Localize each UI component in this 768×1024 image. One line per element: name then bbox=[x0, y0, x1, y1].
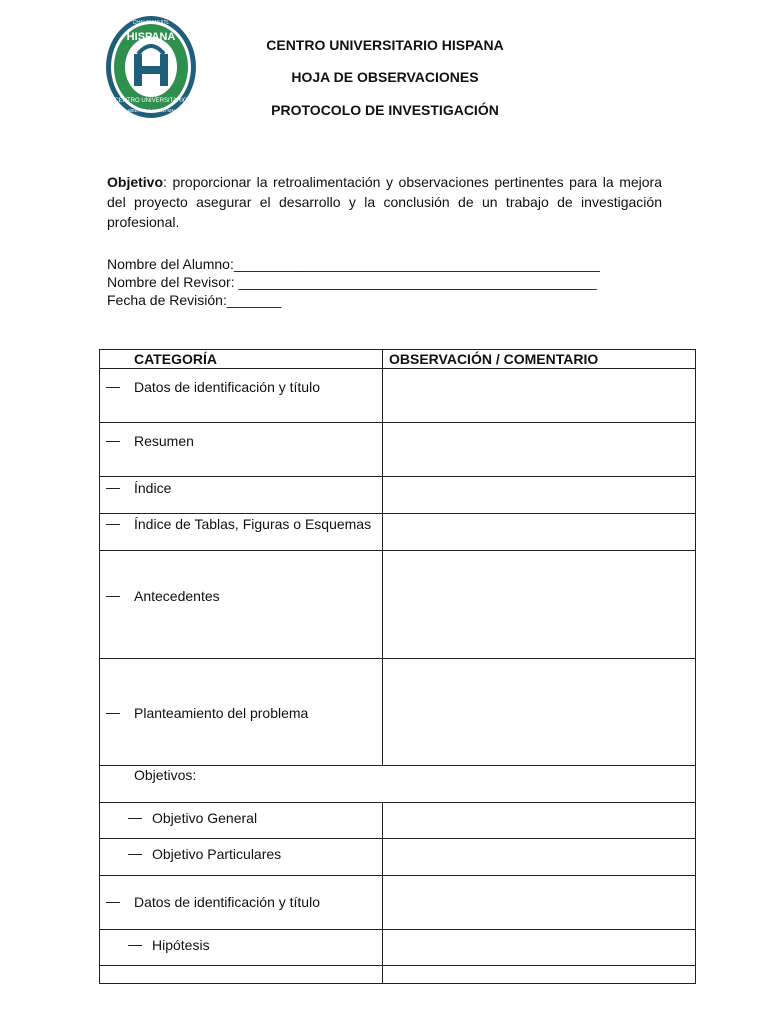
objective-text: : proporcionar la retroalimentación y observaciones pertinentes para la mejora del proyecto asegurar el desarrollo y la conclusión de un trabajo de investigación profesional. bbox=[107, 174, 662, 230]
logo-motto: ABIERTO CAMINO SIN bbox=[127, 108, 175, 113]
observation-cell[interactable] bbox=[383, 659, 696, 766]
category-cell: — Planteamiento del problema bbox=[100, 659, 383, 766]
category-cell bbox=[100, 966, 383, 984]
table-row bbox=[100, 803, 696, 839]
university-logo bbox=[104, 14, 198, 120]
objective-paragraph bbox=[107, 172, 662, 232]
table-row bbox=[100, 930, 696, 966]
category-cell: — Datos de identificación y título bbox=[100, 876, 383, 930]
table-row bbox=[100, 551, 696, 659]
category-cell: — Índice bbox=[100, 477, 383, 514]
observation-cell[interactable] bbox=[383, 966, 696, 984]
logo-name: HISPANA bbox=[126, 31, 176, 43]
protocol-title: PROTOCOLO DE INVESTIGACIÓN bbox=[271, 102, 499, 118]
observation-cell[interactable] bbox=[383, 839, 696, 876]
table-row bbox=[100, 514, 696, 551]
observation-cell[interactable] bbox=[383, 423, 696, 477]
observation-cell[interactable] bbox=[383, 930, 696, 966]
institution-title: CENTRO UNIVERSITARIO HISPANA bbox=[266, 37, 504, 53]
observation-cell[interactable] bbox=[383, 369, 696, 423]
table-row bbox=[100, 966, 696, 984]
logo-bottom-text: CENTRO UNIVERSITARIO bbox=[114, 98, 188, 104]
category-cell: — Índice de Tablas, Figuras o Esquemas bbox=[100, 514, 383, 551]
category-cell: — Antecedentes bbox=[100, 551, 383, 659]
category-header: CATEGORÍA bbox=[100, 350, 383, 369]
observation-cell[interactable] bbox=[383, 514, 696, 551]
category-cell: — Resumen bbox=[100, 423, 383, 477]
table-row bbox=[100, 839, 696, 876]
observation-cell[interactable] bbox=[383, 477, 696, 514]
objectives-group-cell: Objetivos: bbox=[100, 766, 696, 803]
table-row bbox=[100, 659, 696, 766]
logo-top-text: CHALCHIHUITL bbox=[132, 20, 170, 26]
observation-header: OBSERVACIÓN / COMENTARIO bbox=[383, 350, 696, 369]
table-row bbox=[100, 369, 696, 423]
observations-table bbox=[99, 349, 696, 984]
reviewer-name-field[interactable]: Nombre del Revisor: ______________________________________________ bbox=[107, 274, 597, 290]
category-cell: — Datos de identificación y título bbox=[100, 369, 383, 423]
review-date-field[interactable]: Fecha de Revisión:_______ bbox=[107, 292, 282, 308]
table-row bbox=[100, 477, 696, 514]
table-row bbox=[100, 766, 696, 803]
category-cell: — Hipótesis bbox=[100, 930, 383, 966]
observation-cell[interactable] bbox=[383, 551, 696, 659]
sheet-title: HOJA DE OBSERVACIONES bbox=[291, 69, 479, 85]
observation-cell[interactable] bbox=[383, 803, 696, 839]
category-cell: — Objetivo Particulares bbox=[100, 839, 383, 876]
objective-label: Objetivo bbox=[107, 174, 164, 190]
observation-cell[interactable] bbox=[383, 876, 696, 930]
student-name-field[interactable]: Nombre del Alumno:_______________________________________________ bbox=[107, 256, 600, 272]
category-cell: — Objetivo General bbox=[100, 803, 383, 839]
table-row bbox=[100, 876, 696, 930]
table-header-row bbox=[100, 350, 696, 369]
table-row bbox=[100, 423, 696, 477]
